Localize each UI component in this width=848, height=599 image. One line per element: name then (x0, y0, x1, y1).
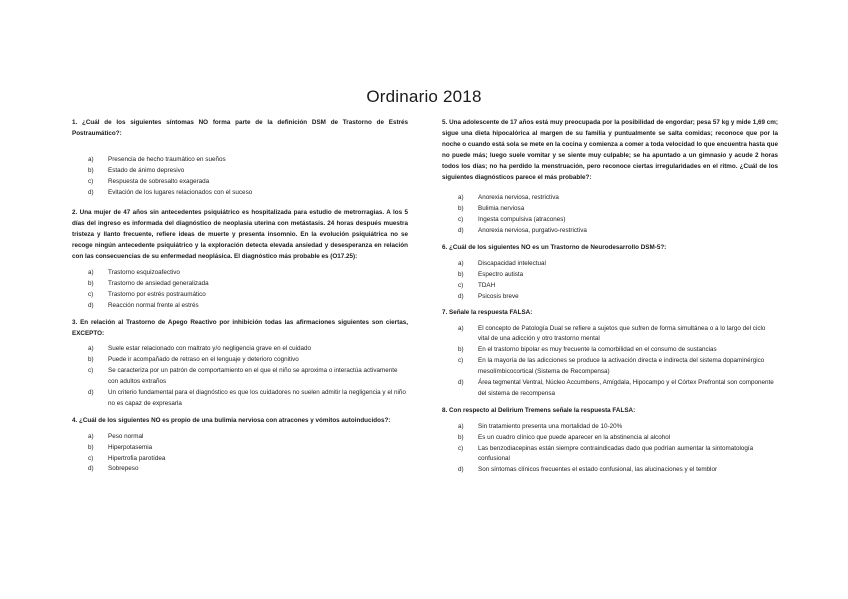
question-text: 2. Una mujer de 47 años sin antecedentes psiquiátrico es hospitalizada para estudio de metrorragias. A los 5 días del ingreso es informada del diagnóstico de neoplasia uterina con metástasis. 24 horas después muestra tristeza y llanto frecuente, refiere ideas de muerte y presenta insomnio. En la evolución psiquiátrica no se recoge ningún antecedente psiquiátrico y la exploración detecta elevada ansiedad y desesperanza en relación con las consecuencias de su enfermedad neoplásica. El diagnóstico más probable es (O17.25): (72, 209, 408, 261)
option-letter: b) (458, 433, 464, 441)
option-text: Bulimia nerviosa (478, 205, 525, 213)
option-letter: c) (88, 454, 94, 462)
question-text: 7. Señale la respuesta FALSA: (442, 308, 533, 316)
option-text: Anorexia nerviosa, purgativo-restrictiva (478, 227, 587, 235)
option-text: Presencia de hecho traumático en sueños (108, 155, 226, 163)
option-letter: c) (458, 281, 464, 289)
question-text: 1. ¿Cuál de los siguientes síntomas NO forma parte de la definición DSM de Trastorno de Estrés Postraumático?: (72, 119, 408, 137)
option-letter: a) (458, 194, 464, 202)
option-list (442, 324, 778, 400)
option-letter: b) (88, 166, 94, 174)
option-text: Sin tratamiento presenta una mortalidad de 10-20% (478, 422, 623, 430)
option (72, 443, 408, 454)
right-column (442, 118, 778, 476)
option-letter: b) (458, 270, 464, 278)
option-letter: d) (458, 292, 464, 300)
question-7 (442, 308, 778, 400)
option-text: El concepto de Patología Dual se refiere a sujetos que sufren de forma simultánea o a lo largo del ciclo vital de una adicción y otro trastorno mental (478, 324, 766, 343)
option-letter: b) (88, 443, 94, 451)
option (442, 226, 778, 237)
option (442, 433, 778, 444)
question-text: 6. ¿Cuál de los siguientes NO es un Trastorno de Neurodesarrollo DSM-5?: (442, 244, 667, 252)
option (442, 270, 778, 281)
option-text: Discapacidad intelectual (478, 259, 546, 267)
option-letter: b) (458, 346, 464, 354)
option-letter: c) (458, 357, 464, 365)
option-text: Puede ir acompañado de retraso en el lenguaje y deterioro cognitivo (108, 356, 299, 364)
option (442, 259, 778, 270)
option-letter: a) (88, 268, 94, 276)
option (72, 388, 408, 410)
option-letter: c) (88, 290, 94, 298)
option (442, 378, 778, 400)
option-list (442, 422, 778, 477)
option-letter: a) (88, 432, 94, 440)
option-letter: d) (458, 379, 464, 387)
option (72, 301, 408, 312)
left-column (72, 118, 408, 475)
option-text: Hipertrofia parotídea (108, 454, 166, 462)
question-text: 5. Una adolescente de 17 años está muy preocupada por la posibilidad de engordar; pesa 57 kg y mide 1,69 cm; sigue una dieta hipocalórica al margen de su familia y puntualmente se salta comidas; reconoce que por la noche o cuando está sola se mete en la cocina y comienza a comer a toda velocidad lo que encuentra hasta que no puede más; luego suele vomitar y se siente muy culpable; se ha apuntado a un gimnasio y acude 2 horas todos los días; no ha perdido la menstruación, pero reconoce ciertas irregularidades en el ritmo. ¿Cuál de los siguientes diagnósticos parece el más probable?: (442, 119, 778, 181)
option-text: Hiperpotasemia (108, 443, 153, 451)
option-letter: c) (88, 367, 94, 375)
option (442, 345, 778, 356)
option (72, 268, 408, 279)
option-letter: d) (458, 466, 464, 474)
question-2 (72, 208, 408, 311)
option-letter: a) (88, 155, 94, 163)
option-text: TDAH (478, 281, 496, 289)
option (72, 166, 408, 177)
question-1 (72, 118, 408, 198)
option (72, 177, 408, 188)
option (72, 464, 408, 475)
option (442, 204, 778, 215)
option-list (442, 259, 778, 303)
option-text: Se caracteriza por un patrón de comportamiento en el que el niño se aproxima o interactúa activamente con adultos extraños (108, 367, 398, 386)
option-letter: d) (88, 188, 94, 196)
option-letter: d) (458, 227, 464, 235)
option (442, 215, 778, 226)
option-text: Trastorno por estrés postraumático (108, 290, 206, 298)
option-text: Las benzodiacepinas están siempre contraindicadas dado que podrían aumentar la sintomatología confusional (478, 444, 754, 463)
option-letter: a) (458, 422, 464, 430)
option-letter: c) (458, 216, 464, 224)
option-letter: c) (88, 177, 94, 185)
option-letter: a) (458, 324, 464, 332)
option-text: Sobrepeso (108, 465, 139, 473)
option-letter: b) (88, 279, 94, 287)
option-letter: d) (88, 301, 94, 309)
option (72, 344, 408, 355)
option (442, 292, 778, 303)
option (72, 155, 408, 166)
option-text: En la mayoría de las adicciones se produce la activación directa e indirecta del sistema dopaminérgico mesolímbicocortical (Sistema de Recompensa) (478, 357, 765, 376)
option (72, 432, 408, 443)
question-text: 4. ¿Cuál de los siguientes NO es propio de una bulimia nerviosa con atracones y vómitos autoinducidos?: (72, 416, 391, 424)
option (442, 324, 778, 346)
option (72, 366, 408, 388)
question-5 (442, 118, 778, 237)
option-text: Peso normal (108, 432, 144, 440)
option-letter: d) (88, 389, 94, 397)
option-list (72, 344, 408, 409)
option (72, 279, 408, 290)
question-8 (442, 406, 778, 476)
option (72, 454, 408, 465)
option (72, 290, 408, 301)
option-text: Anorexia nerviosa, restrictiva (478, 194, 559, 202)
option-text: Área tegmental Ventral, Núcleo Accumbens, Amígdala, Hipocampo y el Córtex Prefrontal son componente del sistema de recompensa (478, 379, 774, 397)
option-list (442, 193, 778, 237)
option-list (72, 268, 408, 312)
option (72, 355, 408, 366)
option (442, 356, 778, 378)
option-text: Estado de ánimo depresivo (108, 166, 185, 174)
option-letter: b) (458, 205, 464, 213)
option-text: Respuesta de sobresalto exagerada (108, 177, 210, 185)
option-letter: a) (88, 345, 94, 353)
option (442, 444, 778, 466)
option (442, 281, 778, 292)
option-list (72, 155, 408, 199)
option (442, 465, 778, 476)
option-text: Son síntomas clínicos frecuentes el estado confusional, las alucinaciones y el temblor (478, 466, 718, 474)
question-4 (72, 416, 408, 476)
option-text: Espectro autista (478, 270, 524, 278)
option-text: Trastorno de ansiedad generalizada (108, 279, 209, 287)
question-text: 3. En relación al Trastorno de Apego Reactivo por inhibición todas las afirmaciones siguientes son ciertas, EXCEPTO: (72, 318, 408, 337)
option-letter: a) (458, 259, 464, 267)
option-text: Ingesta compulsiva (atracones) (478, 216, 566, 224)
option-text: Suele estar relacionado con maltrato y/o negligencia grave en el cuidado (108, 345, 312, 353)
question-text: 8. Con respecto al Delirium Tremens señale la respuesta FALSA: (442, 406, 636, 414)
option-letter: b) (88, 356, 94, 364)
question-3 (72, 318, 408, 410)
option-text: Reacción normal frente al estrés (108, 301, 199, 309)
option-text: Es un cuadro clínico que puede aparecer en la abstinencia al alcohol (478, 433, 671, 441)
option (442, 422, 778, 433)
option-text: Psicosis breve (478, 292, 519, 300)
option-text: Evitación de los lugares relacionados con el suceso (108, 188, 253, 196)
option-text: Un criterio fundamental para el diagnóstico es que los cuidadores no suelen admitir la negligencia y el niño no es capaz de expresarla (108, 389, 406, 407)
question-6 (442, 243, 778, 303)
option-letter: c) (458, 444, 464, 452)
option-text: En el trastorno bipolar es muy frecuente la comorbilidad en el consumo de sustancias (478, 346, 717, 354)
option-list (72, 432, 408, 476)
option (72, 188, 408, 199)
option-text: Trastorno esquizoafectivo (108, 268, 180, 276)
page-title: Ordinario 2018 (366, 87, 482, 106)
option (442, 193, 778, 204)
option-letter: d) (88, 465, 94, 473)
